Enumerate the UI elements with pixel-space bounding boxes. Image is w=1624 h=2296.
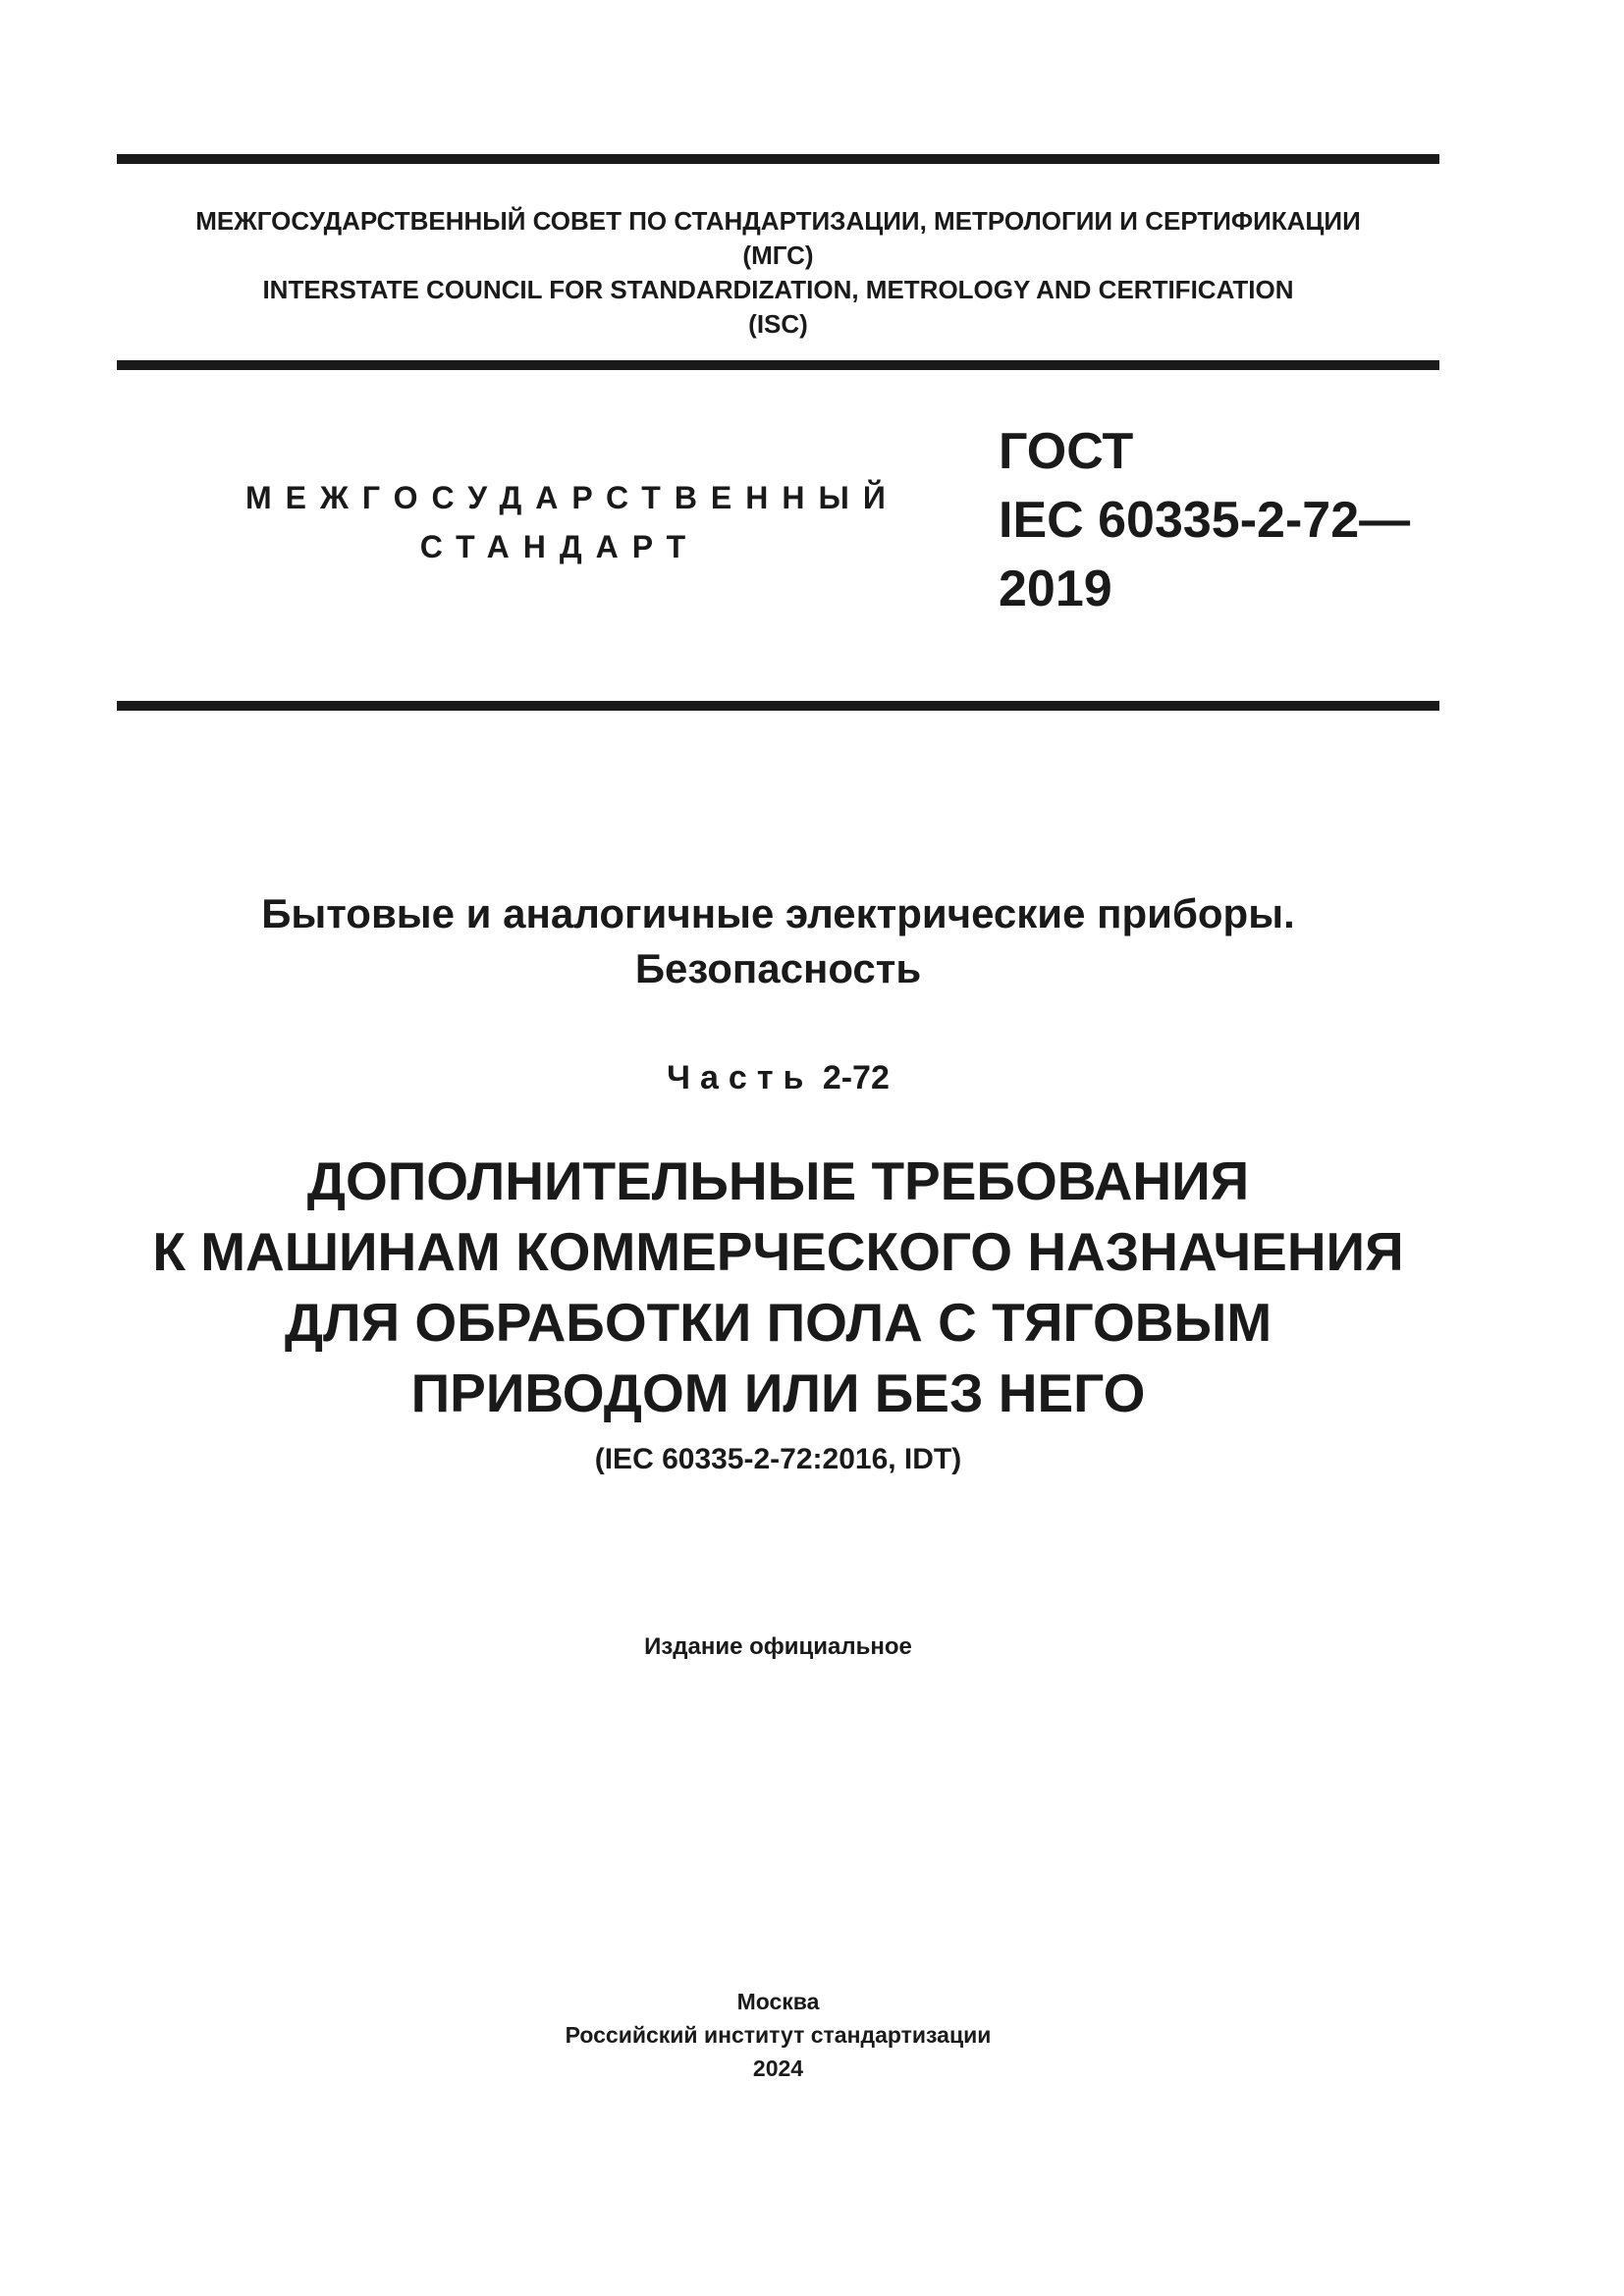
document-subtitle (117, 1146, 1439, 1428)
imprint-city: Москва (736, 1989, 820, 2014)
standard-label-line2: СТАНДАРТ (419, 529, 700, 564)
council-abbr-ru: (МГС) (742, 240, 814, 270)
title-line1: Бытовые и аналогичные электрические приборы. (261, 890, 1295, 936)
designation-line2: IEC 60335-2-72— (999, 492, 1411, 549)
standard-label-line1: МЕЖГОСУДАРСТВЕННЫЙ (245, 480, 899, 515)
part-word: Часть (667, 1059, 814, 1096)
header-divider-rule (117, 360, 1439, 370)
designation-line1: ГОСТ (999, 423, 1134, 480)
imprint-publisher: Российский институт стандартизации (565, 2022, 992, 2048)
part-number (117, 1056, 1439, 1099)
council-name-ru: МЕЖГОСУДАРСТВЕННЫЙ СОВЕТ ПО СТАНДАРТИЗАЦИИ, МЕТРОЛОГИИ И СЕРТИФИКАЦИИ (195, 206, 1361, 236)
subtitle-line4: ПРИВОДОМ ИЛИ БЕЗ НЕГО (410, 1362, 1146, 1423)
document-title (117, 886, 1439, 996)
top-rule (117, 154, 1439, 164)
iec-reference: (IEC 60335-2-72:2016, IDT) (594, 1443, 962, 1475)
subtitle-line3: ДЛЯ ОБРАБОТКИ ПОЛА С ТЯГОВЫМ (284, 1292, 1272, 1353)
council-name-en: INTERSTATE COUNCIL FOR STANDARDIZATION, METROLOGY AND CERTIFICATION (262, 275, 1294, 304)
title-line2: Безопасность (634, 945, 922, 991)
standard-designation (999, 417, 1410, 623)
council-abbr-en: (ISC) (748, 309, 808, 339)
subtitle-line1: ДОПОЛНИТЕЛЬНЫЕ ТРЕБОВАНИЯ (306, 1150, 1250, 1211)
imprint (117, 1985, 1439, 2085)
part-value: 2-72 (822, 1059, 890, 1096)
subtitle-line2: К МАШИНАМ КОММЕРЧЕСКОГО НАЗНАЧЕНИЯ (152, 1221, 1404, 1282)
designation-divider-rule (117, 701, 1439, 711)
edition-note: Издание официальное (644, 1633, 912, 1660)
imprint-year: 2024 (752, 2056, 804, 2081)
council-header (117, 204, 1439, 342)
designation-line3: 2019 (999, 561, 1112, 617)
